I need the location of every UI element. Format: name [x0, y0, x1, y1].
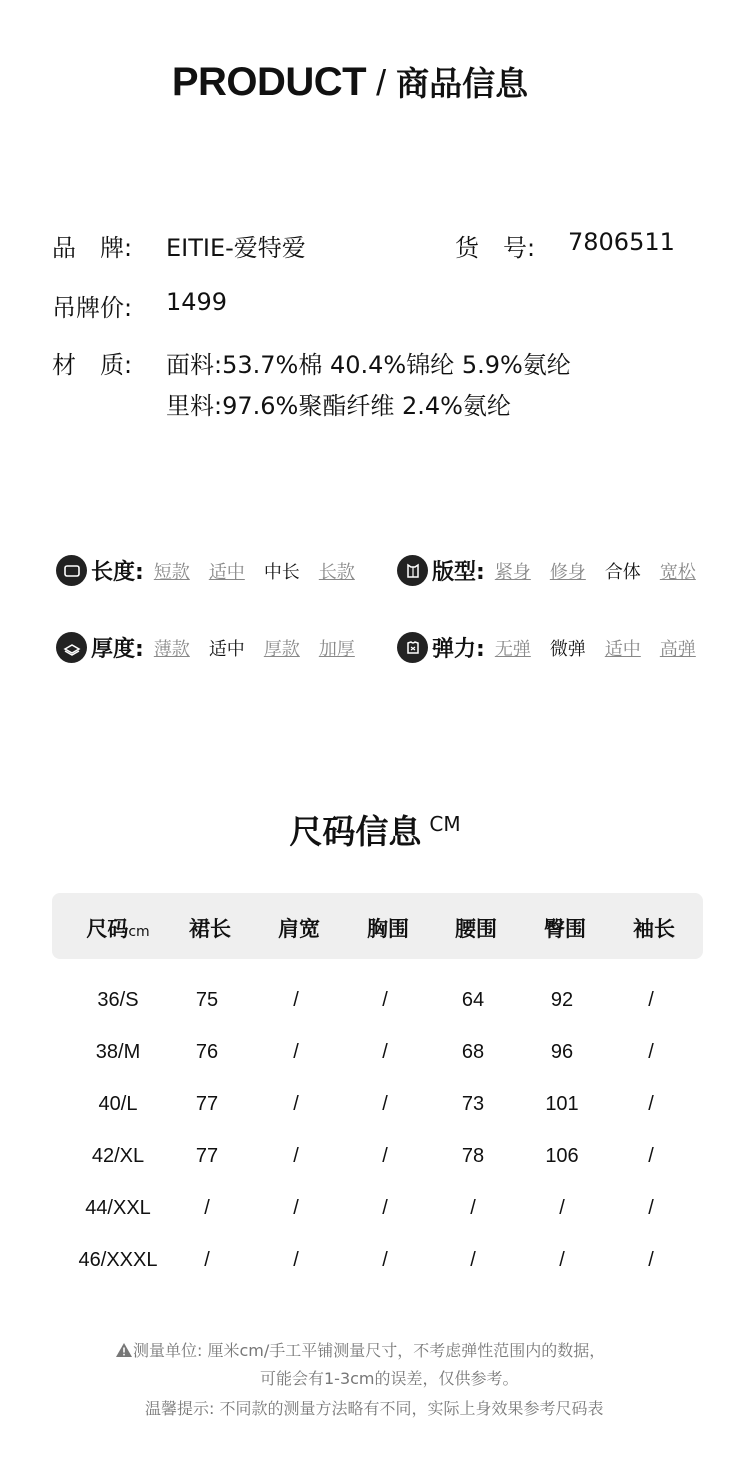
table-cell: 77 [195, 1145, 219, 1167]
option: 无弹 [494, 638, 531, 660]
attr-length-name: 长度: [91, 560, 144, 585]
material-line-2: 里料:97.6%聚酯纤维 2.4%氨纶 [166, 392, 511, 420]
table-cell: / [382, 1145, 388, 1167]
brand-label: 品 牌: [52, 234, 133, 262]
attr-elasticity-name: 弹力: [432, 637, 485, 662]
table-cell: 78 [461, 1145, 485, 1167]
option: 高弹 [659, 638, 696, 660]
table-cell: / [382, 1041, 388, 1063]
table-cell: / [204, 1249, 210, 1271]
header-size-unit: cm [128, 924, 150, 940]
size-title-unit: CM [429, 812, 461, 836]
price-value: 1499 [166, 288, 228, 316]
size-title-text: 尺码信息 [289, 812, 422, 851]
table-cell: / [204, 1197, 210, 1219]
title-en: PRODUCT [171, 60, 367, 104]
table-cell: 76 [195, 1041, 219, 1063]
attr-thickness-name: 厚度: [91, 637, 144, 662]
option: 薄款 [153, 638, 190, 660]
option: 紧身 [494, 561, 531, 583]
option: 加厚 [318, 638, 355, 660]
option: 长款 [318, 561, 355, 583]
table-cell: / [648, 1041, 654, 1063]
attr-elasticity-options [495, 635, 696, 661]
size-cell: 42/XL [91, 1145, 145, 1167]
option: 修身 [549, 561, 586, 583]
attr-length-options [154, 558, 355, 584]
attr-fit-options [495, 558, 696, 584]
option-selected: 中长 [263, 561, 300, 583]
table-cell: / [293, 1197, 299, 1219]
table-cell: / [648, 1197, 654, 1219]
option: 厚款 [263, 638, 300, 660]
table-cell: / [648, 1145, 654, 1167]
note-line-2: 可能会有1-3cm的误差，仅供参考。 [260, 1369, 519, 1388]
size-section-title [0, 806, 750, 853]
size-cell: 46/XXXL [78, 1249, 158, 1271]
table-cell: / [382, 1197, 388, 1219]
title-separator: / [376, 62, 387, 103]
size-table-header [52, 893, 703, 959]
table-cell: 75 [195, 989, 219, 1011]
size-cell: 36/S [97, 989, 139, 1011]
length-icon [56, 555, 87, 586]
option-selected: 合体 [604, 561, 641, 583]
header-size [70, 913, 166, 943]
size-cell: 40/L [98, 1093, 138, 1115]
option-selected: 微弹 [549, 638, 586, 660]
attr-fit [397, 555, 696, 586]
header-col: 臀围 [544, 917, 586, 941]
header-col: 胸围 [367, 917, 409, 941]
table-cell: / [293, 989, 299, 1011]
thickness-icon [56, 632, 87, 663]
attr-fit-name: 版型: [432, 560, 485, 585]
table-cell: / [293, 1145, 299, 1167]
table-cell: / [648, 989, 654, 1011]
attr-length [56, 555, 355, 586]
header-size-text: 尺码 [86, 917, 129, 941]
table-cell: / [559, 1249, 565, 1271]
table-cell: / [648, 1093, 654, 1115]
header-col: 腰围 [455, 917, 497, 941]
table-cell: / [470, 1197, 476, 1219]
size-cell: 38/M [95, 1041, 141, 1063]
header-col: 肩宽 [278, 917, 320, 941]
sku-label: 货 号: [455, 234, 536, 262]
material-line-1: 面料:53.7%棉 40.4%锦纶 5.9%氨纶 [166, 351, 571, 379]
attr-elasticity [397, 632, 696, 663]
warning-icon [115, 1342, 133, 1358]
table-cell: / [293, 1093, 299, 1115]
note-line-3: 温馨提示: 不同款的测量方法略有不同，实际上身效果参考尺码表 [145, 1399, 604, 1418]
table-cell: 73 [461, 1093, 485, 1115]
option: 适中 [604, 638, 641, 660]
sku-value: 7806511 [568, 228, 675, 256]
fit-icon [397, 555, 428, 586]
table-cell: / [559, 1197, 565, 1219]
table-cell: 64 [461, 989, 485, 1011]
header-col: 袖长 [633, 917, 675, 941]
table-cell: / [648, 1249, 654, 1271]
table-cell: / [293, 1041, 299, 1063]
header-col: 裙长 [189, 917, 231, 941]
table-cell: / [382, 989, 388, 1011]
elasticity-icon [397, 632, 428, 663]
table-cell: / [470, 1249, 476, 1271]
table-cell: 77 [195, 1093, 219, 1115]
table-cell: 101 [545, 1093, 579, 1115]
price-label: 吊牌价: [52, 294, 133, 322]
table-cell: 106 [545, 1145, 579, 1167]
brand-value: EITIE-爱特爱 [166, 234, 306, 262]
attr-thickness-options [154, 635, 355, 661]
material-label: 材 质: [52, 351, 133, 379]
attr-thickness [56, 632, 355, 663]
table-cell: / [382, 1249, 388, 1271]
table-cell: / [293, 1249, 299, 1271]
table-cell: 92 [550, 989, 574, 1011]
table-cell: / [382, 1093, 388, 1115]
option-selected: 适中 [208, 638, 245, 660]
title-cn: 商品信息 [396, 64, 529, 103]
note-line-1-text: 测量单位: 厘米cm/手工平铺测量尺寸，不考虑弹性范围内的数据， [133, 1341, 606, 1360]
option: 宽松 [659, 561, 696, 583]
option: 适中 [208, 561, 245, 583]
table-cell: 96 [550, 1041, 574, 1063]
option: 短款 [153, 561, 190, 583]
size-cell: 44/XXL [85, 1197, 151, 1219]
note-line-1 [115, 1338, 605, 1361]
table-cell: 68 [461, 1041, 485, 1063]
page-title [0, 58, 700, 105]
